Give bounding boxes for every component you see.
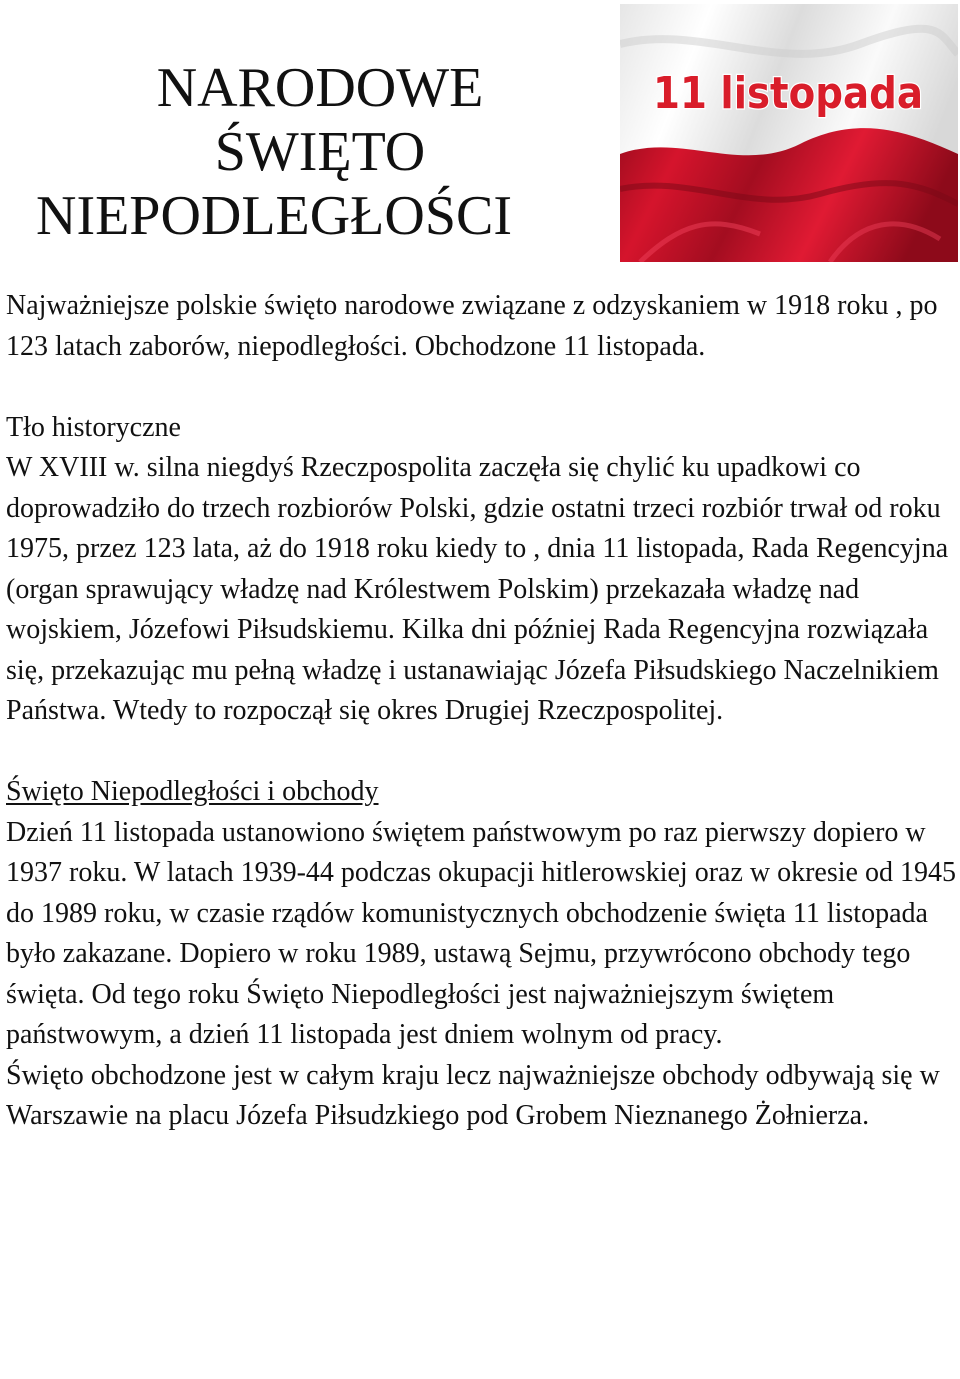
polish-flag-image (620, 4, 958, 262)
intro-paragraph: Najważniejsze polskie święto narodowe związane z odzyskaniem w 1918 roku , po 123 latach zaborów, niepodległości. Obchodzone 11 listopada. (6, 290, 938, 362)
title-line-1: NARODOWE (156, 57, 484, 119)
historical-background-paragraph: W XVIII w. silna niegdyś Rzeczpospolita zaczęła się chylić ku upadkowi co doprowadziło do trzech rozbiorów Polski, gdzie ostatni trzeci rozbiór trwał od roku 1975, przez 123 lata, aż do 1918 roku kiedy to , dnia 11 listopada, Rada Regencyjna (organ sprawujący władzę nad Królestwem Polskim) przekazała władzę nad wojskiem, Józefowi Piłsudskiemu. Kilka dni później Rada Regencyjna rozwiązała się, przekazując mu pełną władzę i ustanawiając Józefa Piłsudskiego Naczelnikiem Państwa. Wtedy to rozpoczął się okres Drugiej Rzeczpospolitej. (6, 452, 949, 726)
title-line-3: NIEPODLEGŁOŚCI (36, 185, 512, 247)
section-heading-historical-background: Tło historyczne (6, 411, 181, 443)
section-heading-independence-day: Święto Niepodległości i obchody (6, 776, 379, 807)
page-title (0, 56, 640, 248)
celebrations-paragraph: Święto obchodzone jest w całym kraju lecz najważniejsze obchody odbywają się w Warszawie na placu Józefa Piłsudzkiego pod Grobem Nieznanego Żołnierza. (6, 1059, 940, 1131)
flag-caption: 11 listopada (653, 68, 923, 119)
article-body (6, 286, 956, 1137)
independence-day-paragraph: Dzień 11 listopada ustanowiono świętem państwowym po raz pierwszy dopiero w 1937 roku. W latach 1939-44 podczas okupacji hitlerowskiej oraz w okresie od 1945 do 1989 roku, w czasie rządów komunistycznych obchodzenie święta 11 listopada było zakazane. Dopiero w roku 1989, ustawą Sejmu, przywrócono obchody tego święta. Od tego roku Święto Niepodległości jest najważniejszym świętem państwowym, a dzień 11 listopada jest dniem wolnym od pracy. (6, 816, 956, 1050)
title-line-2: ŚWIĘTO (214, 121, 426, 183)
